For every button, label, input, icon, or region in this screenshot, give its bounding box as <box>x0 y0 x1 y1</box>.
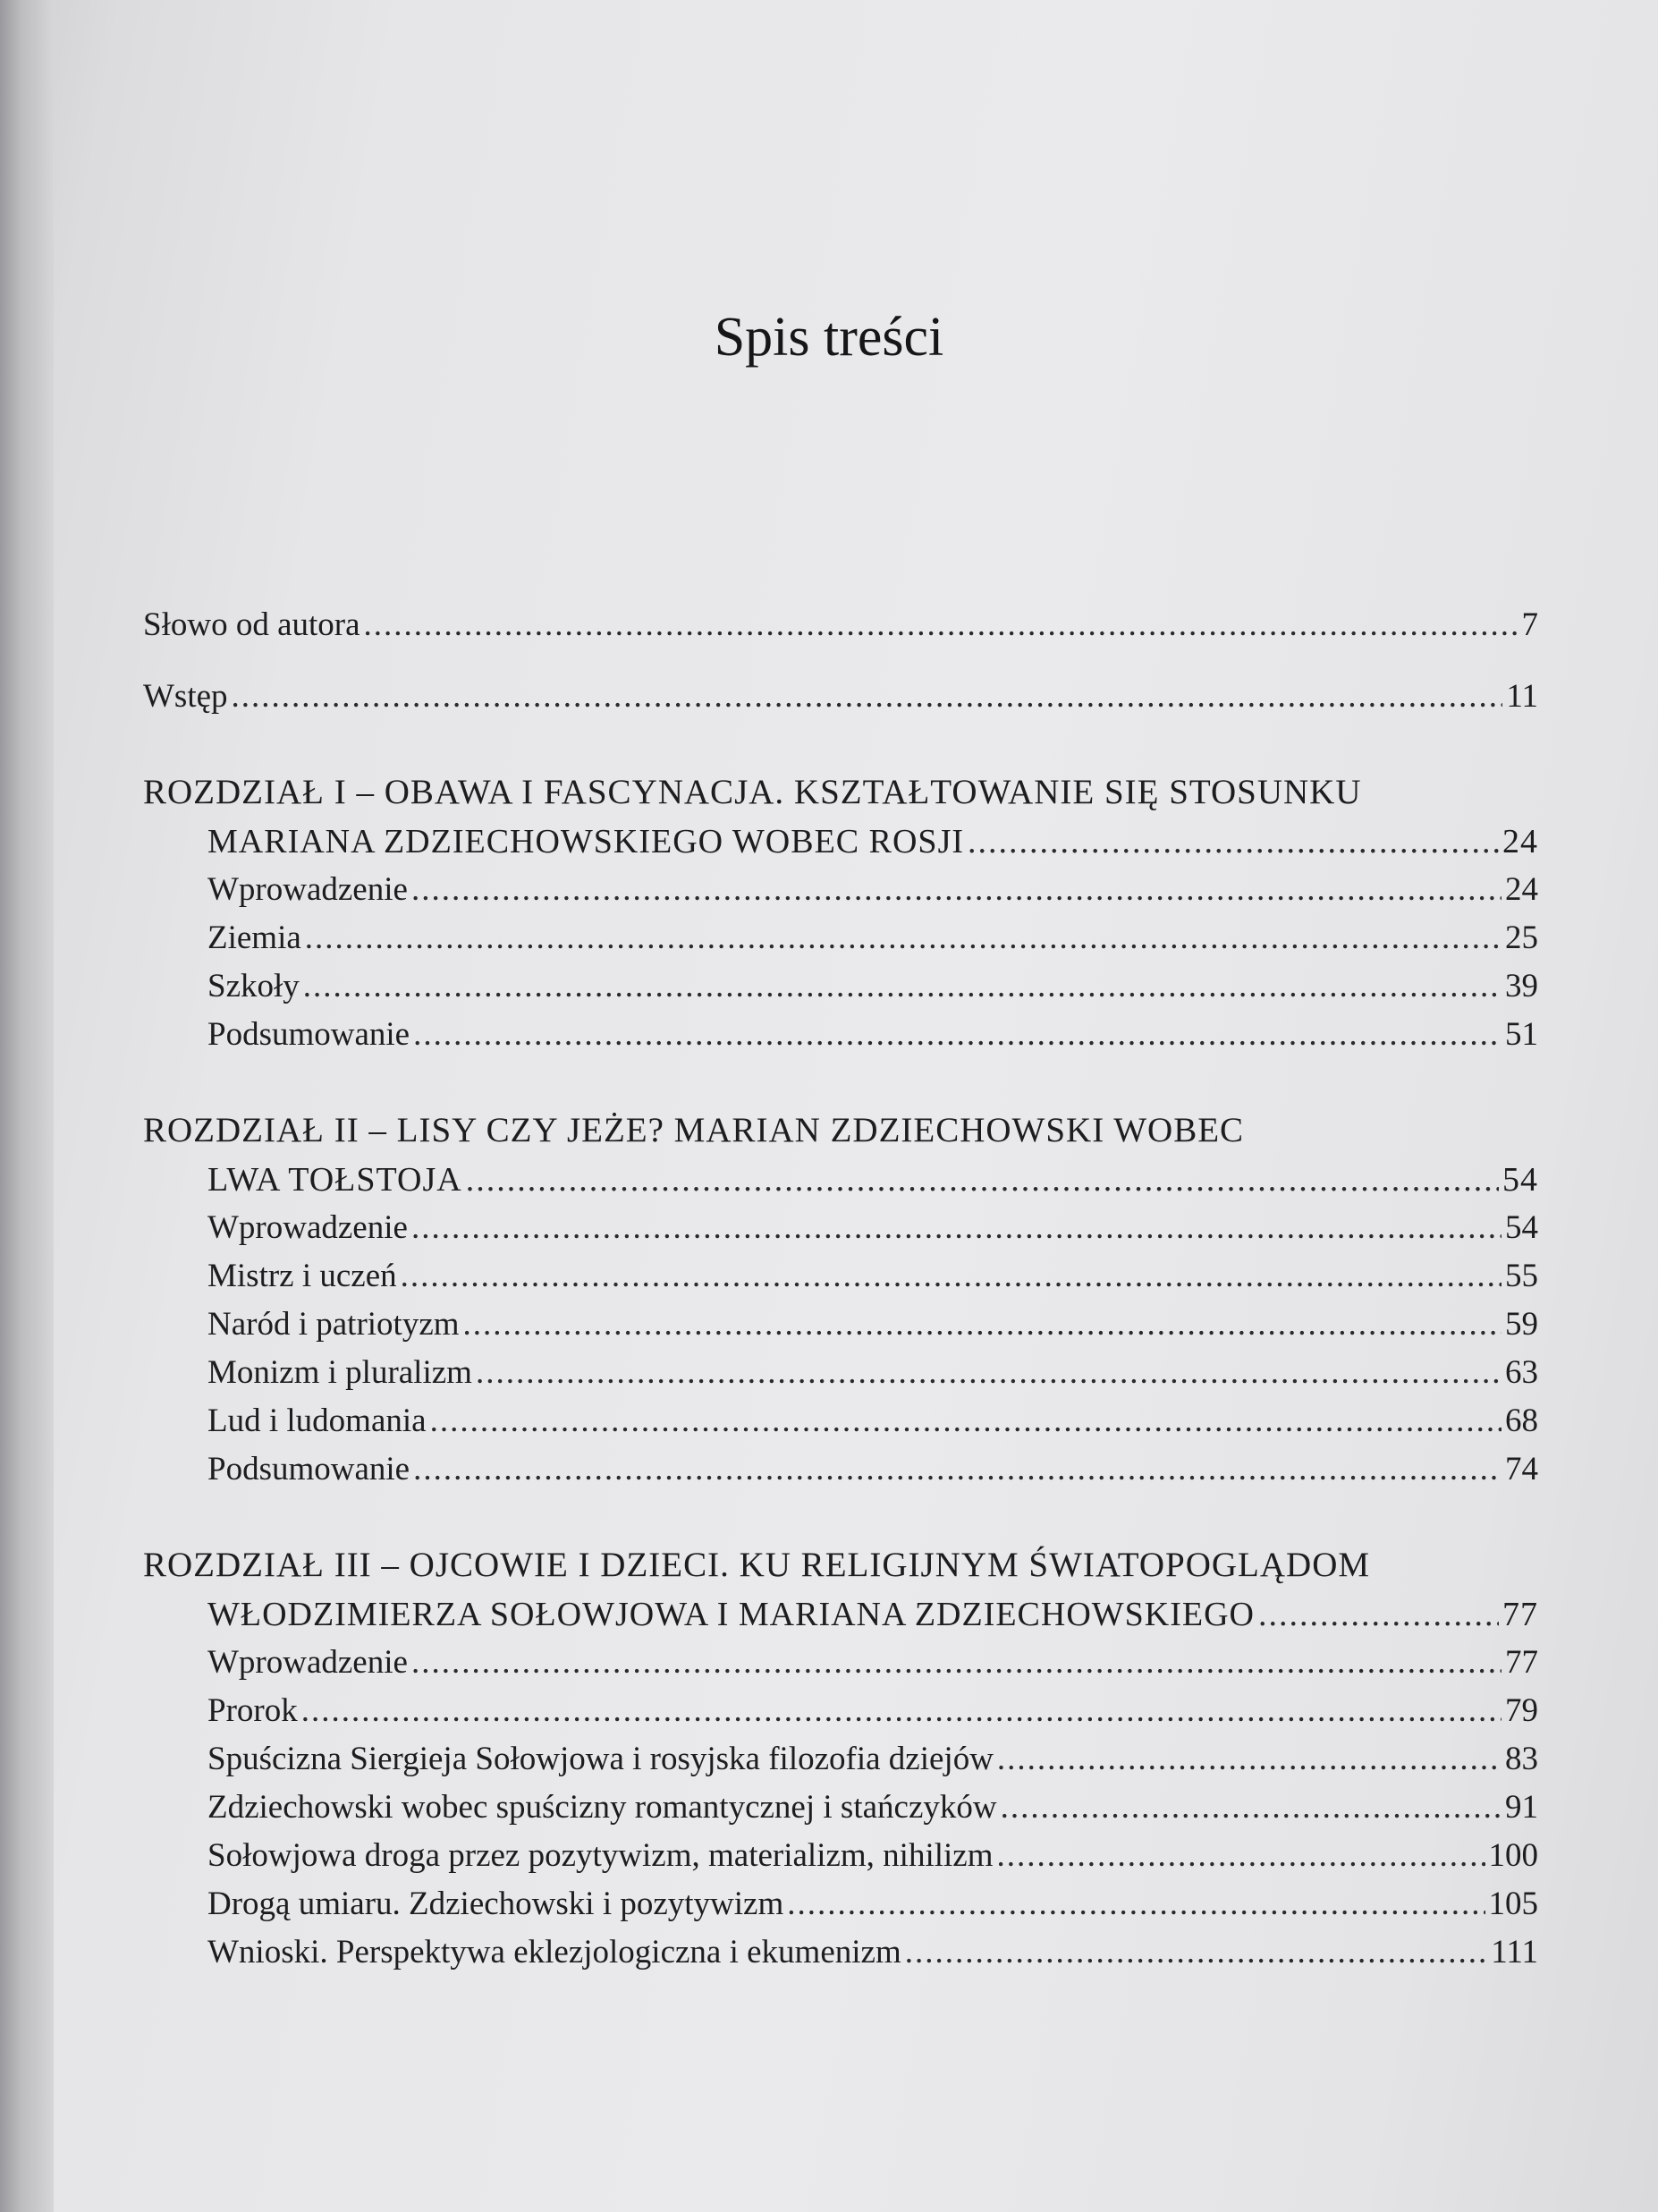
section-label: Wprowadzenie <box>207 1644 408 1681</box>
section-page: 55 <box>1505 1258 1538 1294</box>
chapter-page: 24 <box>1502 823 1538 860</box>
chapter-heading-continuation[interactable] <box>143 1590 1538 1639</box>
toc-entry-label: Wstęp <box>143 678 228 715</box>
section-page: 100 <box>1488 1837 1538 1874</box>
dot-leader <box>1001 1784 1502 1832</box>
dot-leader <box>476 1349 1502 1397</box>
dot-leader <box>305 914 1502 962</box>
chapter-2 <box>143 1106 1538 1494</box>
dot-leader <box>430 1397 1502 1445</box>
toc-entry-front[interactable] <box>143 673 1538 721</box>
section-page: 79 <box>1505 1692 1538 1729</box>
section-page: 91 <box>1505 1789 1538 1826</box>
section-label: Zdziechowski wobec spuścizny romantycznej i stańczyków <box>207 1789 997 1826</box>
chapter-heading[interactable]: ROZDZIAŁ I – OBAWA I FASCYNACJA. KSZTAŁTOWANIE SIĘ STOSUNKU <box>143 773 1362 811</box>
section-page: 24 <box>1505 871 1538 908</box>
chapter-heading-text: WŁODZIMIERZA SOŁOWJOWA I MARIANA ZDZIECHOWSKIEGO <box>207 1596 1255 1633</box>
section-label: Szkoły <box>207 968 300 1004</box>
dot-leader <box>232 673 1503 721</box>
section-label: Podsumowanie <box>207 1451 410 1487</box>
section-label: Sołowjowa droga przez pozytywizm, materializm, nihilizm <box>207 1837 994 1874</box>
toc-section[interactable] <box>143 1301 1538 1349</box>
table-of-contents <box>143 601 1538 1977</box>
toc-section[interactable] <box>143 962 1538 1011</box>
dot-leader <box>411 1204 1502 1252</box>
toc-section[interactable] <box>143 1687 1538 1735</box>
toc-section[interactable] <box>143 1204 1538 1252</box>
dot-leader <box>413 1445 1502 1494</box>
dot-leader <box>303 962 1502 1011</box>
toc-section[interactable] <box>143 1011 1538 1059</box>
chapter-heading-continuation[interactable] <box>143 818 1538 866</box>
section-label: Podsumowanie <box>207 1016 410 1053</box>
section-label: Wprowadzenie <box>207 871 408 908</box>
chapter-page: 54 <box>1502 1161 1538 1199</box>
toc-section[interactable] <box>143 1928 1538 1977</box>
section-label: Drogą umiaru. Zdziechowski i pozytywizm <box>207 1886 784 1922</box>
section-page: 111 <box>1491 1934 1538 1970</box>
chapter-heading[interactable]: ROZDZIAŁ III – OJCOWIE I DZIECI. KU RELIGIJNYM ŚWIATOPOGLĄDOM <box>143 1546 1371 1584</box>
toc-section[interactable] <box>143 1445 1538 1494</box>
section-page: 54 <box>1505 1209 1538 1246</box>
section-label: Spuścizna Siergieja Sołowjowa i rosyjska filozofia dziejów <box>207 1741 994 1777</box>
dot-leader <box>1258 1590 1499 1639</box>
section-page: 51 <box>1505 1016 1538 1053</box>
toc-section[interactable] <box>143 1880 1538 1928</box>
section-page: 39 <box>1505 968 1538 1004</box>
toc-entry-front[interactable] <box>143 601 1538 649</box>
dot-leader <box>364 601 1518 649</box>
chapter-page: 77 <box>1502 1596 1538 1633</box>
dot-leader <box>905 1928 1487 1977</box>
section-label: Wnioski. Perspektywa eklezjologiczna i ekumenizm <box>207 1934 901 1970</box>
dot-leader <box>997 1832 1485 1880</box>
section-page: 105 <box>1488 1886 1538 1922</box>
chapter-heading-text: LWA TOŁSTOJA <box>207 1161 462 1199</box>
toc-entry-page: 11 <box>1506 678 1538 715</box>
toc-section[interactable] <box>143 1832 1538 1880</box>
section-label: Naród i patriotyzm <box>207 1306 460 1343</box>
toc-section[interactable] <box>143 866 1538 914</box>
chapter-1 <box>143 767 1538 1059</box>
section-label: Ziemia <box>207 920 301 956</box>
toc-section[interactable] <box>143 1252 1538 1301</box>
toc-entry-label: Słowo od autora <box>143 606 360 643</box>
toc-section[interactable] <box>143 1349 1538 1397</box>
section-label: Wprowadzenie <box>207 1209 408 1246</box>
dot-leader <box>968 818 1499 866</box>
section-page: 68 <box>1505 1403 1538 1439</box>
page-title: Spis treści <box>714 306 944 368</box>
toc-section[interactable] <box>143 1639 1538 1687</box>
section-label: Mistrz i uczeń <box>207 1258 397 1294</box>
section-label: Prorok <box>207 1692 298 1729</box>
toc-section[interactable] <box>143 914 1538 962</box>
chapter-heading[interactable]: ROZDZIAŁ II – LISY CZY JEŻE? MARIAN ZDZIECHOWSKI WOBEC <box>143 1111 1245 1149</box>
section-page: 63 <box>1505 1354 1538 1391</box>
dot-leader <box>466 1156 1499 1204</box>
dot-leader <box>413 1011 1502 1059</box>
toc-section[interactable] <box>143 1784 1538 1832</box>
section-page: 77 <box>1505 1644 1538 1681</box>
section-page: 74 <box>1505 1451 1538 1487</box>
dot-leader <box>411 1639 1502 1687</box>
dot-leader <box>401 1252 1502 1301</box>
section-label: Lud i ludomania <box>207 1403 427 1439</box>
chapter-3 <box>143 1540 1538 1977</box>
toc-section[interactable] <box>143 1397 1538 1445</box>
dot-leader <box>787 1880 1485 1928</box>
chapter-heading-text: MARIANA ZDZIECHOWSKIEGO WOBEC ROSJI <box>207 823 965 860</box>
dot-leader <box>411 866 1502 914</box>
dot-leader <box>997 1735 1502 1784</box>
section-page: 59 <box>1505 1306 1538 1343</box>
dot-leader <box>463 1301 1502 1349</box>
toc-entry-page: 7 <box>1521 606 1538 643</box>
section-page: 25 <box>1505 920 1538 956</box>
section-page: 83 <box>1505 1741 1538 1777</box>
chapter-heading-continuation[interactable] <box>143 1156 1538 1204</box>
section-label: Monizm i pluralizm <box>207 1354 472 1391</box>
toc-section[interactable] <box>143 1735 1538 1784</box>
dot-leader <box>301 1687 1502 1735</box>
